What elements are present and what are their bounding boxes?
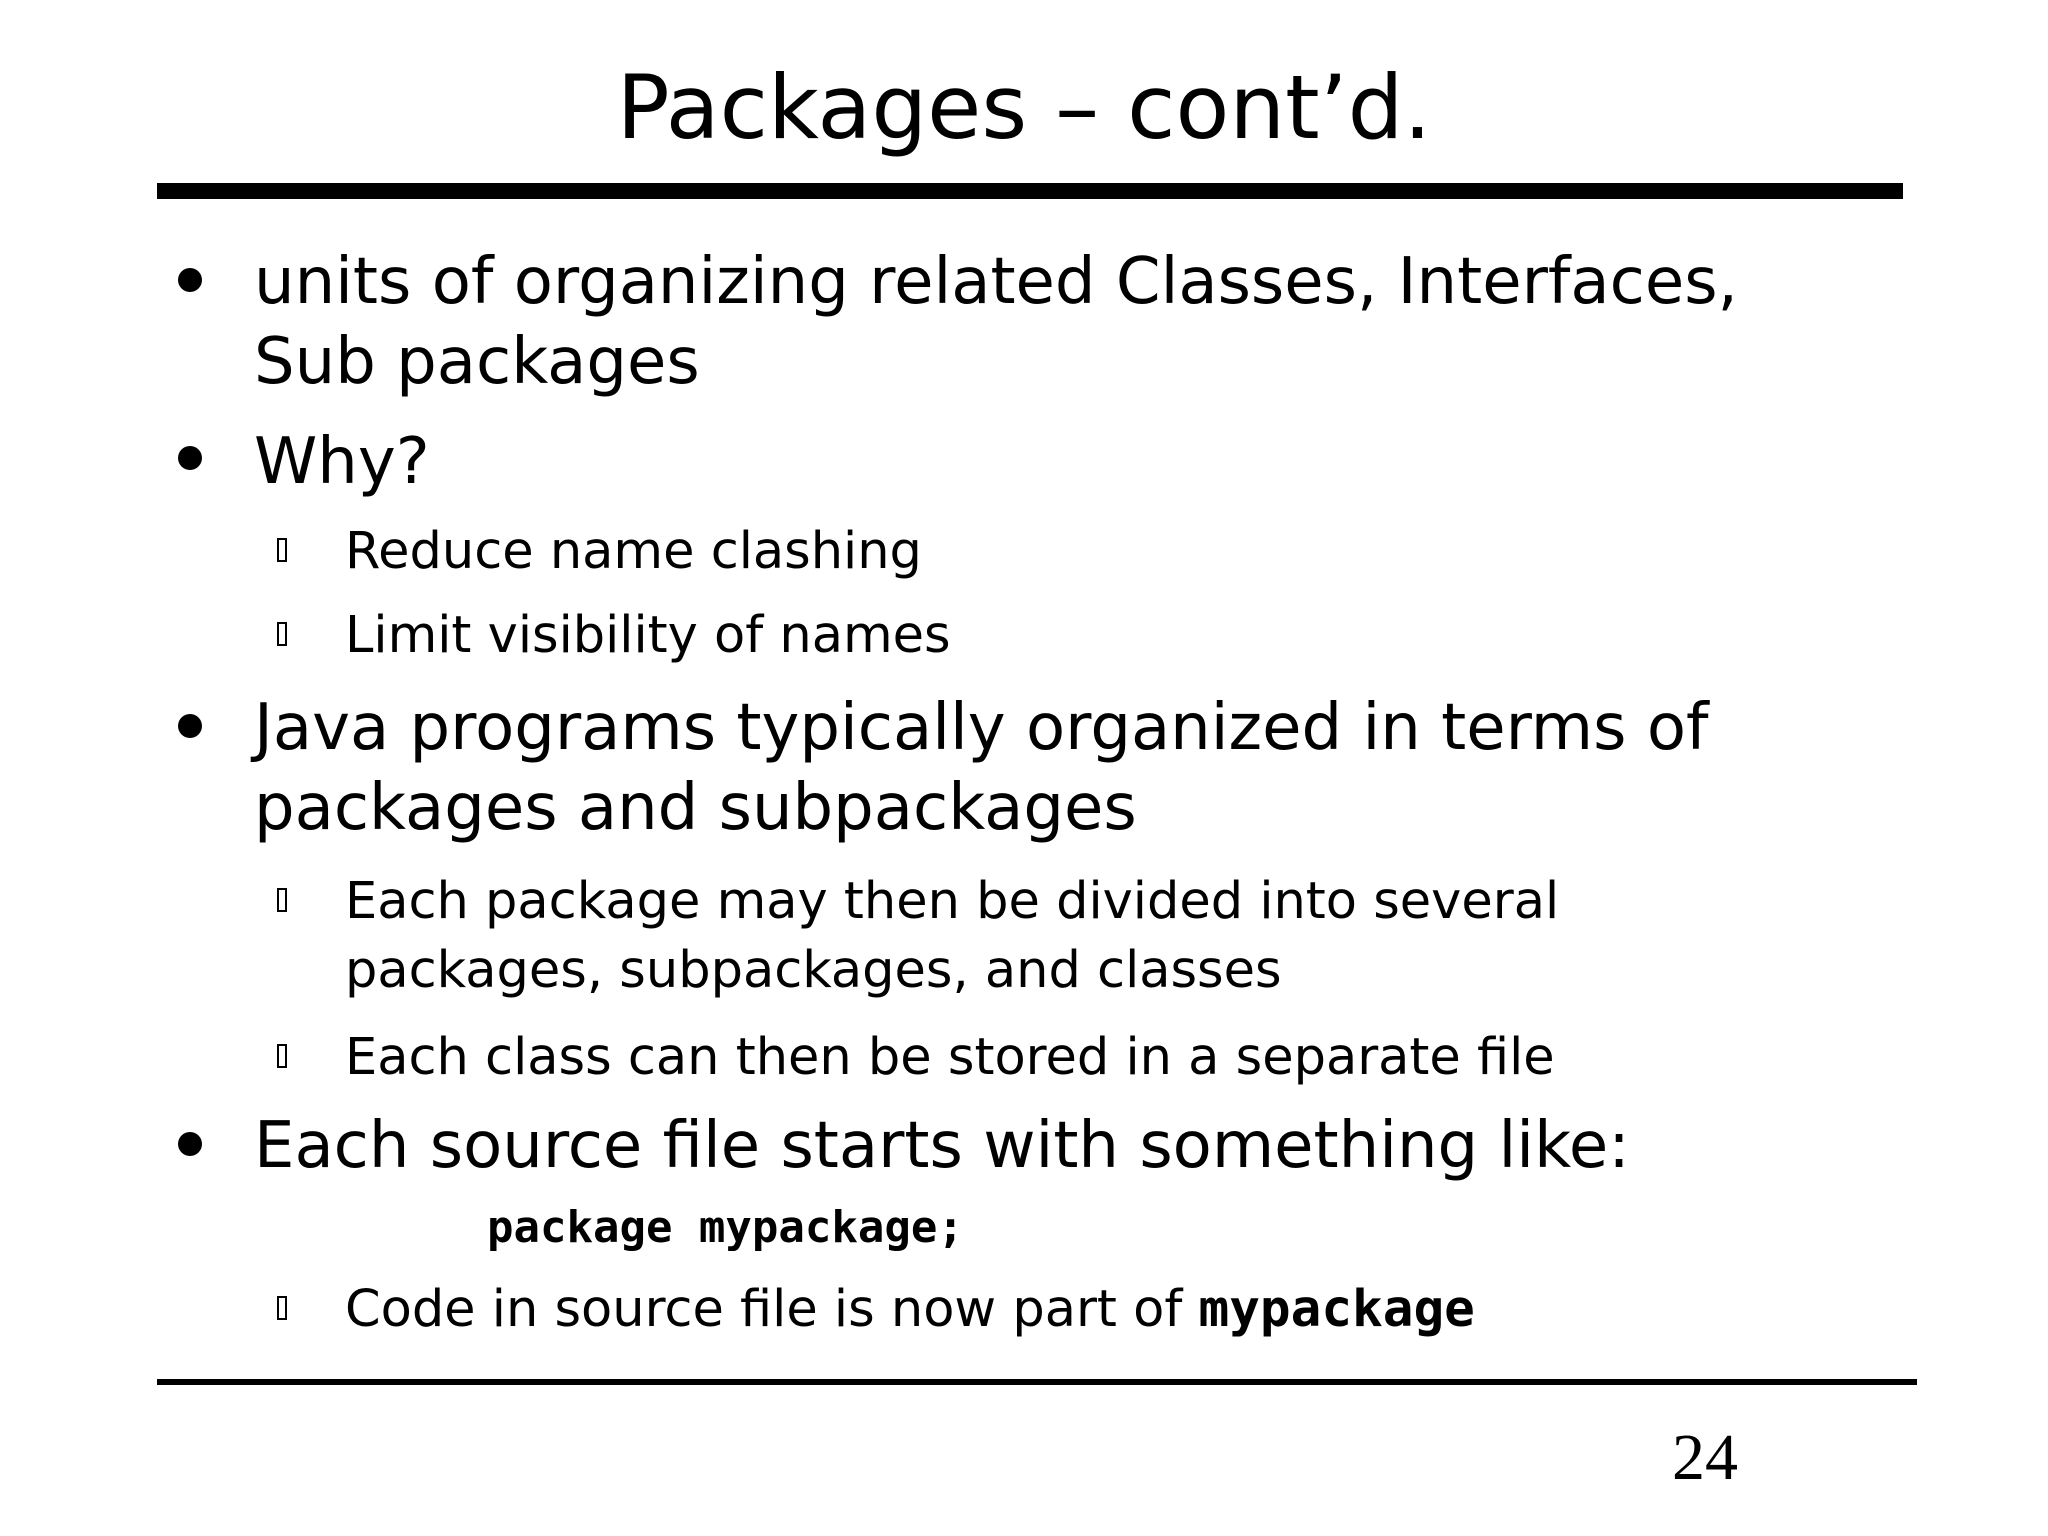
sub-bullet-marker-icon: [277, 888, 287, 912]
sub-bullet-marker-icon: [277, 622, 287, 646]
sub-bullet-marker-icon: [277, 1296, 287, 1320]
bullet-text: packages and subpackages: [254, 771, 1137, 845]
sub-bullet-text: Reduce name clashing: [345, 522, 922, 581]
bullet-text: Java programs typically organized in terms of: [254, 691, 1709, 765]
inline-code: mypackage: [1198, 1280, 1475, 1339]
bullet-text: units of organizing related Classes, Interfaces,: [254, 245, 1738, 319]
code-snippet: package mypackage;: [487, 1202, 964, 1253]
page-number: 24: [1672, 1421, 1738, 1494]
sub-bullet-text: packages, subpackages, and classes: [345, 941, 1282, 1000]
sub-bullet-prefix: Code in source file is now part of: [345, 1280, 1199, 1339]
sub-bullet-marker-icon: [277, 538, 287, 562]
sub-bullet-text: [345, 1276, 1475, 1344]
sub-bullet-text: Each class can then be stored in a separate file: [345, 1028, 1555, 1087]
bullet-dot-icon: [178, 446, 202, 470]
sub-bullet-text: Limit visibility of names: [345, 606, 951, 665]
bullet-text: Sub packages: [254, 325, 700, 399]
sub-bullet-text: Each package may then be divided into several: [345, 872, 1560, 931]
bullet-dot-icon: [178, 1132, 202, 1156]
footer-divider: [157, 1379, 1917, 1385]
slide-title: Packages – cont’d.: [616, 56, 1432, 159]
bullet-dot-icon: [178, 714, 202, 738]
sub-bullet-marker-icon: [277, 1044, 287, 1068]
title-divider: [157, 183, 1903, 199]
bullet-text: Why?: [254, 425, 430, 499]
bullet-dot-icon: [178, 268, 202, 292]
bullet-text: Each source file starts with something like:: [254, 1109, 1630, 1183]
